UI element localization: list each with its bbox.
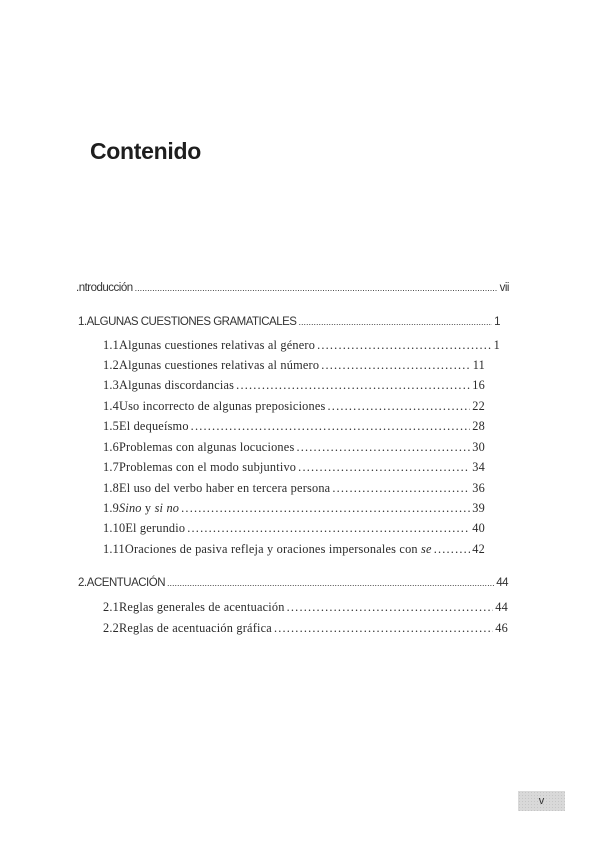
section-number: 2.1: [103, 600, 119, 614]
section-page: 39: [472, 501, 485, 515]
toc-section-1-2: [103, 358, 485, 373]
dot-leader: [274, 621, 493, 636]
toc-section-1-10: [103, 521, 485, 536]
section-page: 46: [495, 621, 508, 635]
chapter-page: 44: [496, 577, 508, 589]
toc-chapter-1: [78, 316, 500, 328]
section-page: 34: [472, 460, 485, 474]
section-title-plain: Oraciones de pasiva refleja y oraciones impersonales con: [124, 542, 422, 556]
section-title-italic: se: [421, 542, 432, 556]
dot-leader: [135, 283, 498, 293]
section-page: 30: [472, 440, 485, 454]
section-page: 36: [472, 481, 485, 495]
chapter-title: ALGUNAS CUESTIONES GRAMATICALES: [86, 316, 297, 328]
dot-leader: [317, 338, 492, 353]
section-number: 1.1: [103, 338, 119, 352]
section-number: 2.2: [103, 621, 119, 635]
section-title: [125, 542, 432, 557]
section-title: [119, 501, 179, 516]
section-title: El gerundio: [125, 521, 186, 535]
dot-leader: [321, 358, 471, 373]
chapter-page: 1: [494, 316, 500, 328]
section-page: 40: [472, 521, 485, 535]
section-title: Problemas con el modo subjuntivo: [118, 460, 297, 474]
dot-leader: [287, 600, 494, 615]
toc-entry-label: .ntroducción: [76, 282, 133, 294]
section-page: 11: [472, 358, 485, 372]
section-page: 1: [493, 338, 500, 352]
section-number: 1.6: [103, 440, 119, 454]
section-title: El dequeísmo: [118, 419, 189, 433]
toc-chapter-2: [78, 577, 508, 589]
page-title: Contenido: [90, 138, 201, 164]
section-number: 1.7: [103, 460, 119, 474]
section-page: 22: [472, 399, 485, 413]
section-number: 1.3: [103, 378, 119, 392]
toc-section-1-9: [103, 501, 485, 516]
section-title: Uso incorrecto de algunas preposiciones: [118, 399, 326, 413]
section-number: 1.2: [103, 358, 119, 372]
section-number: 1.11: [103, 542, 125, 556]
section-title: Algunas cuestiones relativas al género: [118, 338, 316, 352]
section-title: El uso del verbo haber en tercera persona: [118, 481, 331, 495]
toc-section-1-11: [103, 542, 485, 557]
section-title: Algunas discordancias: [118, 378, 235, 392]
dot-leader: [167, 578, 494, 588]
section-title-italic: si no: [154, 501, 180, 515]
section-title-plain: y: [141, 501, 155, 515]
section-page: 42: [472, 542, 485, 556]
section-page: 44: [495, 600, 508, 614]
chapter-number: 1.: [78, 316, 87, 328]
section-page: 16: [472, 378, 485, 392]
toc-section-1-8: [103, 481, 485, 496]
section-number: 1.4: [103, 399, 119, 413]
toc-section-1-4: [103, 399, 485, 414]
section-number: 1.9: [103, 501, 119, 515]
dot-leader: [298, 317, 492, 327]
dot-leader: [332, 481, 470, 496]
page-number: v: [538, 795, 545, 807]
dot-leader: [296, 440, 470, 455]
dot-leader: [187, 521, 470, 536]
chapter-number: 2.: [78, 577, 87, 589]
toc-section-1-5: [103, 419, 485, 434]
dot-leader: [191, 419, 471, 434]
section-title-italic: Sino: [118, 501, 142, 515]
section-title: Problemas con algunas locuciones: [118, 440, 295, 454]
toc-section-1-1: [103, 338, 500, 353]
dot-leader: [434, 542, 471, 557]
toc-entry-intro: [76, 282, 509, 294]
section-title: Algunas cuestiones relativas al número: [118, 358, 320, 372]
dot-leader: [328, 399, 471, 414]
dot-leader: [236, 378, 470, 393]
toc-section-1-6: [103, 440, 485, 455]
toc-section-2-1: [103, 600, 508, 615]
dot-leader: [298, 460, 470, 475]
section-number: 1.5: [103, 419, 119, 433]
toc-section-1-3: [103, 378, 485, 393]
dot-leader: [181, 501, 470, 516]
toc-section-1-7: [103, 460, 485, 475]
chapter-title: ACENTUACIÓN: [86, 577, 165, 589]
section-number: 1.10: [103, 521, 126, 535]
toc-section-2-2: [103, 621, 508, 636]
toc-entry-page: vii: [499, 282, 509, 294]
section-number: 1.8: [103, 481, 119, 495]
section-page: 28: [472, 419, 485, 433]
section-title: Reglas generales de acentuación: [118, 600, 285, 614]
section-title: Reglas de acentuación gráfica: [118, 621, 272, 635]
